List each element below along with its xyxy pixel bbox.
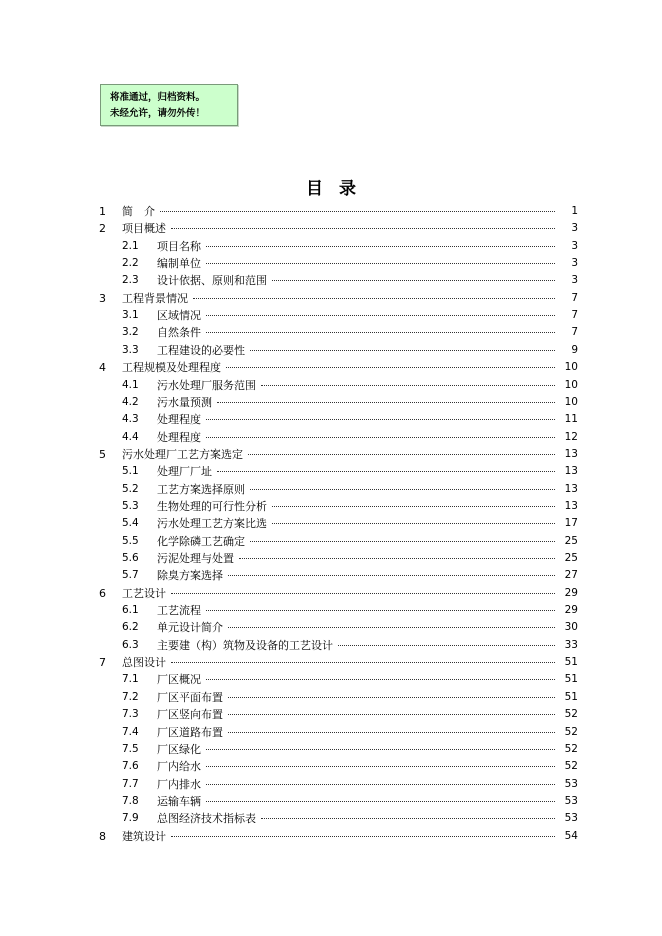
toc-entry[interactable]	[0, 394, 662, 411]
toc-entry-number: 7.4	[122, 725, 139, 738]
toc-entry-body	[157, 810, 558, 827]
toc-entry-label: 厂区平面布置	[157, 690, 223, 704]
toc-entry-label: 污水处理厂工艺方案选定	[122, 447, 243, 461]
toc-entry[interactable]	[0, 706, 662, 723]
toc-dot-leader	[250, 489, 555, 490]
toc-entry-number: 7	[99, 656, 106, 670]
toc-entry[interactable]	[0, 758, 662, 775]
toc-entry-label: 厂内给水	[157, 760, 201, 774]
toc-dot-leader	[228, 714, 555, 715]
toc-entry[interactable]	[0, 515, 662, 532]
toc-dot-leader	[206, 315, 555, 316]
toc-dot-leader	[171, 662, 555, 663]
toc-entry-label: 运输车辆	[157, 794, 201, 808]
toc-entry-number: 2.1	[122, 239, 139, 252]
toc-entry-number: 2.2	[122, 257, 139, 270]
toc-entry-page: 7	[571, 291, 578, 304]
toc-entry-page: 25	[564, 534, 578, 547]
toc-entry[interactable]	[0, 602, 662, 619]
toc-entry[interactable]	[0, 255, 662, 272]
stamp-line-1: 将准通过，归档资料。	[110, 92, 206, 103]
toc-entry-label: 工程建设的必要性	[157, 343, 245, 357]
toc-title: 目录	[306, 179, 372, 199]
toc-entry-body	[157, 637, 558, 654]
toc-dot-leader	[193, 298, 555, 299]
toc-entry[interactable]	[0, 498, 662, 515]
toc-entry-label: 除臭方案选择	[157, 569, 223, 583]
toc-entry-number: 7.5	[122, 742, 139, 755]
toc-entry-body	[157, 498, 558, 515]
toc-entry[interactable]	[0, 533, 662, 550]
toc-entry-page: 3	[571, 257, 578, 270]
toc-entry-number: 7.3	[122, 708, 139, 721]
toc-entry-label: 工程背景情况	[122, 291, 188, 305]
toc-entry-number: 5.2	[122, 482, 139, 495]
toc-dot-leader	[248, 454, 555, 455]
toc-entry-body	[157, 342, 558, 359]
toc-entry[interactable]	[0, 724, 662, 741]
toc-entry[interactable]	[0, 776, 662, 793]
toc-entry-number: 7.1	[122, 673, 139, 686]
toc-entry-number: 3	[99, 291, 106, 305]
toc-entry[interactable]	[0, 671, 662, 688]
toc-entry-body	[157, 429, 558, 446]
toc-entry-body	[157, 377, 558, 394]
toc-entry-label: 处理厂厂址	[157, 465, 212, 479]
toc-entry-body	[157, 307, 558, 324]
toc-entry[interactable]	[0, 689, 662, 706]
toc-entry-number: 5.7	[122, 569, 139, 582]
toc-dot-leader	[261, 385, 555, 386]
toc-entry-page: 13	[564, 499, 578, 512]
toc-dot-leader	[261, 818, 555, 819]
toc-entry[interactable]	[0, 793, 662, 810]
toc-entry-page: 51	[564, 690, 578, 703]
toc-entry-label: 处理程度	[157, 430, 201, 444]
toc-dot-leader	[228, 627, 555, 628]
toc-entry[interactable]	[0, 220, 662, 237]
toc-entry-number: 5.6	[122, 552, 139, 564]
toc-dot-leader	[171, 228, 555, 229]
toc-entry-body	[157, 515, 558, 532]
toc-dot-leader	[171, 836, 555, 837]
toc-entry-number: 5.5	[122, 534, 139, 547]
toc-entry-page: 53	[564, 794, 578, 807]
toc-entry-label: 污水量预测	[157, 395, 212, 409]
toc-entry[interactable]	[0, 550, 662, 567]
toc-dot-leader	[217, 402, 555, 403]
toc-entry-label: 厂区竖向布置	[157, 708, 223, 722]
stamp-line-2: 未经允许，请勿外传！	[110, 108, 206, 119]
toc-entry-page: 1	[571, 205, 578, 217]
toc-entry-page: 3	[571, 222, 578, 235]
toc-entry-label: 工艺方案选择原则	[157, 482, 245, 496]
toc-entry-page: 7	[571, 309, 578, 322]
toc-entry[interactable]	[0, 637, 662, 654]
toc-entry-number: 3.2	[122, 326, 139, 339]
toc-entry-body	[157, 793, 558, 810]
toc-entry-number: 4.3	[122, 413, 139, 426]
toc-entry[interactable]	[0, 307, 662, 324]
toc-dot-leader	[250, 541, 555, 542]
toc-entry-number: 6	[99, 586, 106, 600]
toc-entry-label: 区域情况	[157, 309, 201, 323]
toc-entry-page: 33	[564, 638, 578, 651]
toc-entry[interactable]	[0, 377, 662, 394]
toc-entry-page: 51	[564, 673, 578, 686]
toc-entry[interactable]	[0, 567, 662, 584]
toc-entry-label: 编制单位	[157, 257, 201, 271]
toc-entry-page: 29	[564, 586, 578, 599]
toc-entry-label: 化学除磷工艺确定	[157, 534, 245, 548]
approval-stamp	[100, 84, 238, 126]
toc-entry-body	[122, 203, 558, 220]
toc-dot-leader	[228, 697, 555, 698]
toc-entry-label: 厂内排水	[157, 777, 201, 791]
toc-entry-label: 污泥处理与处置	[157, 552, 234, 565]
toc-entry-label: 建筑设计	[122, 829, 166, 843]
toc-entry-label: 设计依据、原则和范围	[157, 274, 267, 288]
toc-entry-page: 51	[564, 656, 578, 669]
toc-entry-page: 25	[564, 552, 578, 564]
toc-entry[interactable]	[0, 619, 662, 636]
toc-entry-page: 10	[564, 378, 578, 391]
toc-dot-leader	[206, 766, 555, 767]
toc-entry[interactable]	[0, 429, 662, 446]
toc-entry-page: 30	[564, 621, 578, 634]
toc-entry-page: 11	[564, 413, 578, 426]
toc-entry-body	[157, 238, 558, 255]
toc-entry-number: 5	[99, 447, 106, 461]
toc-entry-number: 3.3	[122, 343, 139, 356]
toc-entry-body	[157, 706, 558, 723]
toc-dot-leader	[228, 732, 555, 733]
toc-entry-label: 主要建（构）筑物及设备的工艺设计	[157, 638, 333, 652]
toc-entry[interactable]	[0, 342, 662, 359]
toc-entry-body	[157, 619, 558, 636]
toc-entry-label: 工程规模及处理程度	[122, 361, 221, 375]
toc-entry-body	[157, 567, 558, 584]
toc-entry-number: 7.2	[122, 690, 139, 703]
toc-entry-body	[122, 359, 558, 376]
toc-entry-label: 污水处理厂服务范围	[157, 378, 256, 392]
toc-entry-body	[157, 255, 558, 272]
toc-entry[interactable]	[0, 290, 662, 307]
toc-entry-number: 2	[99, 222, 106, 236]
toc-entry-body	[157, 394, 558, 411]
toc-entry-label: 生物处理的可行性分析	[157, 499, 267, 513]
toc-dot-leader	[228, 575, 555, 576]
toc-entry-body	[157, 671, 558, 688]
toc-entry-label: 简 介	[122, 205, 155, 218]
toc-dot-leader	[206, 332, 555, 333]
toc-entry-page: 12	[564, 430, 578, 443]
toc-entry-number: 1	[99, 205, 106, 218]
toc-entry-page: 54	[564, 829, 578, 842]
toc-dot-leader	[250, 350, 555, 351]
toc-entry-label: 工艺流程	[157, 604, 201, 618]
toc-dot-leader	[226, 367, 555, 368]
toc-dot-leader	[206, 419, 555, 420]
toc-entry[interactable]	[0, 324, 662, 341]
toc-entry-label: 厂区概况	[157, 673, 201, 687]
toc-entry[interactable]	[0, 741, 662, 758]
toc-entry[interactable]	[0, 411, 662, 428]
toc-entry-page: 52	[564, 725, 578, 738]
toc-entry-body	[122, 290, 558, 307]
toc-entry-label: 工艺设计	[122, 586, 166, 600]
toc-entry-page: 7	[571, 326, 578, 339]
toc-entry-number: 4.2	[122, 395, 139, 408]
toc-entry-number: 7.7	[122, 777, 139, 790]
toc-dot-leader	[206, 263, 555, 264]
toc-entry[interactable]	[0, 481, 662, 498]
toc-dot-leader	[272, 506, 555, 507]
toc-entry[interactable]	[0, 463, 662, 480]
toc-entry-body	[122, 446, 558, 463]
toc-entry-number: 5.4	[122, 517, 139, 530]
toc-entry-body	[157, 324, 558, 341]
toc-entry-number: 6.3	[122, 638, 139, 651]
toc-entry[interactable]	[0, 828, 662, 845]
toc-entry-body	[122, 828, 558, 845]
toc-entry-label: 厂区道路布置	[157, 725, 223, 739]
toc-dot-leader	[338, 645, 555, 646]
toc-entry-number: 6.2	[122, 621, 139, 634]
toc-dot-leader	[272, 523, 555, 524]
toc-entry-number: 7.9	[122, 812, 139, 825]
toc-entry-number: 4	[99, 361, 106, 375]
toc-entry-number: 4.4	[122, 430, 139, 443]
toc-entry-page: 53	[564, 812, 578, 825]
toc-entry-body	[157, 758, 558, 775]
toc-entry-body	[157, 411, 558, 428]
toc-entry-body	[122, 585, 558, 602]
toc-entry-body	[157, 741, 558, 758]
toc-entry-page: 52	[564, 760, 578, 773]
toc-entry-page: 13	[564, 482, 578, 495]
toc-entry[interactable]	[0, 446, 662, 463]
toc-dot-leader	[206, 610, 555, 611]
toc-dot-leader	[160, 211, 555, 212]
toc-dot-leader	[206, 801, 555, 802]
toc-entry-body	[157, 481, 558, 498]
toc-entry[interactable]	[0, 238, 662, 255]
toc-dot-leader	[171, 593, 555, 594]
toc-entry[interactable]	[0, 359, 662, 376]
toc-entry-label: 项目概述	[122, 222, 166, 236]
toc-entry-label: 项目名称	[157, 239, 201, 253]
toc-entry-page: 29	[564, 604, 578, 617]
toc-dot-leader	[239, 558, 555, 559]
toc-dot-leader	[206, 749, 555, 750]
toc-entry-page: 3	[571, 239, 578, 252]
toc-entry[interactable]	[0, 272, 662, 289]
toc-entry-body	[157, 776, 558, 793]
toc-entry-body	[122, 220, 558, 237]
toc-dot-leader	[272, 280, 555, 281]
toc-entry-page: 10	[564, 361, 578, 374]
toc-entry-body	[122, 654, 558, 671]
toc-entry-page: 53	[564, 777, 578, 790]
toc-entry-page: 10	[564, 395, 578, 408]
toc-entry-label: 自然条件	[157, 326, 201, 340]
toc-entry-page: 27	[564, 569, 578, 582]
toc-entry-label: 总图设计	[122, 656, 166, 670]
toc-entry-number: 6.1	[122, 604, 139, 617]
toc-entry-body	[157, 533, 558, 550]
toc-entry-number: 8	[99, 829, 106, 843]
toc-dot-leader	[217, 471, 555, 472]
toc-entry-body	[157, 689, 558, 706]
toc-entry-body	[157, 463, 558, 480]
toc-entry-number: 4.1	[122, 378, 139, 391]
toc-dot-leader	[206, 437, 555, 438]
toc-entry-body	[157, 550, 558, 567]
toc-entry-number: 5.3	[122, 499, 139, 512]
toc-entry-page: 17	[564, 517, 578, 530]
toc-entry-body	[157, 602, 558, 619]
toc-entry-number: 7.6	[122, 760, 139, 773]
toc-entry-body	[157, 724, 558, 741]
toc-entry[interactable]	[0, 203, 662, 220]
toc-entry[interactable]	[0, 654, 662, 671]
toc-entry-page: 13	[564, 447, 578, 460]
toc-entry-body	[157, 272, 558, 289]
toc-entry-number: 7.8	[122, 794, 139, 807]
toc-entry-page: 52	[564, 742, 578, 755]
toc-entry[interactable]	[0, 810, 662, 827]
toc-dot-leader	[206, 246, 555, 247]
toc-entry-page: 13	[564, 465, 578, 478]
toc-entry-label: 总图经济技术指标表	[157, 812, 256, 826]
toc-entry-page: 52	[564, 708, 578, 721]
toc-entry-label: 污水处理工艺方案比选	[157, 517, 267, 531]
toc-entry-number: 5.1	[122, 465, 139, 478]
toc-entry-number: 2.3	[122, 274, 139, 287]
toc-entry[interactable]	[0, 585, 662, 602]
toc-dot-leader	[206, 679, 555, 680]
toc-entry-number: 3.1	[122, 309, 139, 322]
toc-entry-label: 处理程度	[157, 413, 201, 427]
toc-entry-page: 3	[571, 274, 578, 287]
toc-entry-label: 厂区绿化	[157, 742, 201, 756]
toc-dot-leader	[206, 784, 555, 785]
toc-entry-page: 9	[571, 343, 578, 356]
toc-entry-label: 单元设计简介	[157, 621, 223, 635]
